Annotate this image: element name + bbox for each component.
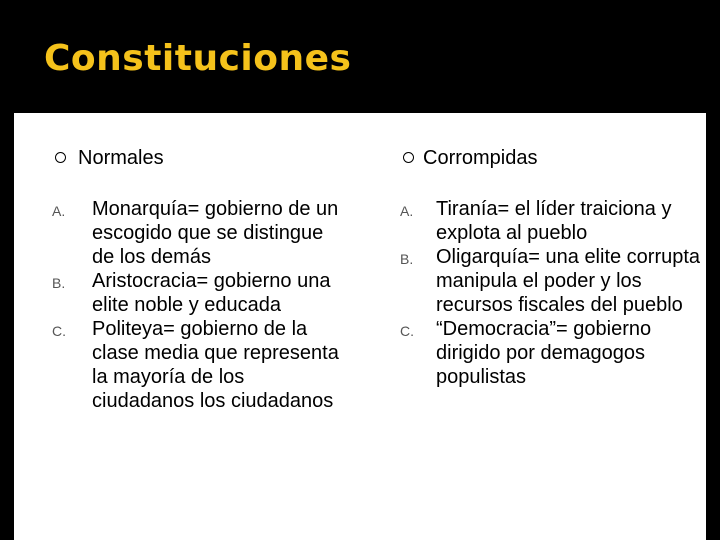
left-list	[28, 197, 350, 413]
list-marker: C.	[400, 323, 414, 339]
circle-bullet-icon	[403, 152, 414, 163]
right-list	[382, 197, 702, 389]
left-heading: Normales	[78, 147, 164, 169]
list-item-text: Aristocracia= gobierno una elite noble y educada	[92, 270, 331, 316]
content-area	[14, 113, 706, 540]
list-item-text: Monarquía= gobierno de un escogido que se distingue de los demás	[92, 198, 339, 268]
list-marker: B.	[400, 251, 414, 267]
list-marker: A.	[52, 203, 66, 219]
slide-title: Constituciones	[44, 38, 352, 79]
circle-bullet-icon	[55, 152, 66, 163]
list-item	[28, 197, 350, 269]
list-marker: B.	[52, 275, 66, 291]
list-item-text: Politeya= gobierno de la clase media que representa la mayoría de los ciudadanos los ciudadanos	[92, 318, 339, 412]
list-item-text: Oligarquía= una elite corrupta manipula el poder y los recursos fiscales del pueblo	[436, 246, 701, 316]
title-bar	[0, 0, 720, 111]
list-item	[382, 197, 702, 245]
list-item	[382, 245, 702, 317]
list-item-text: Tiranía= el líder traiciona y explota al pueblo	[436, 198, 672, 244]
list-marker: A.	[400, 203, 414, 219]
right-heading: Corrompidas	[423, 147, 538, 169]
list-item-text: “Democracia”= gobierno dirigido por demagogos populistas	[436, 318, 652, 388]
list-item	[28, 317, 350, 413]
list-marker: C.	[52, 323, 66, 339]
list-item	[28, 269, 350, 317]
list-item	[382, 317, 702, 389]
